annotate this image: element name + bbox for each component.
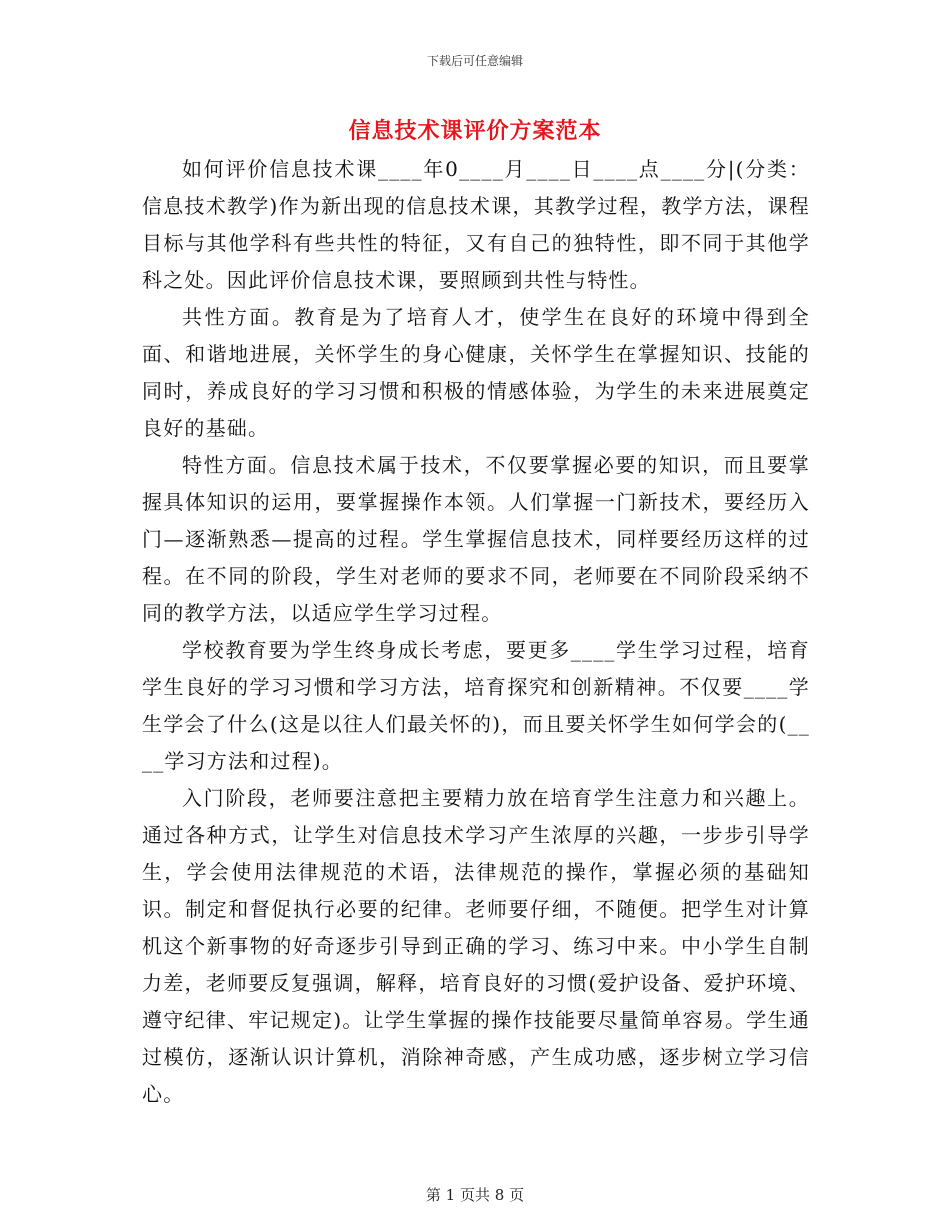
paragraph-commonality: 共性方面。教育是为了培育人才，使学生在良好的环境中得到全面、和谐地进展，关怀学生的身心健康，关怀学生在掌握知识、技能的同时，养成良好的学习习惯和积极的情感体验，为学生的未来进展奠定良好的基础。 [142, 305, 810, 440]
paragraph-specificity: 特性方面。信息技术属于技术，不仅要掌握必要的知识，而且要掌握具体知识的运用，要掌握操作本领。人们掌握一门新技术，要经历入门—逐渐熟悉—提高的过程。学生掌握信息技术，同样要经历这样的过程。在不同的阶段，学生对老师的要求不同，老师要在不同阶段采纳不同的教学方法，以适应学生学习过程。 [142, 453, 810, 625]
paragraph-school-education: 学校教育要为学生终身成长考虑，要更多____学生学习过程，培育学生良好的学习习惯和学习方法，培育探究和创新精神。不仅要____学生学会了什么(这是以往人们最关怀的)，而且要关怀学生如何学会的(____学习方法和过程)。 [142, 638, 810, 773]
document-title: 信息技术课评价方案范本 [348, 118, 602, 144]
page-number: 第 1 页共 8 页 [425, 1186, 525, 1204]
header-note: 下载后可任意编辑 [426, 54, 523, 68]
paragraph-entry-stage: 入门阶段，老师要注意把主要精力放在培育学生注意力和兴趣上。通过各种方式，让学生对信息技术学习产生浓厚的兴趣，一步步引导学生，学会使用法律规范的术语，法律规范的操作，掌握必须的基础知识。制定和督促执行必要的纪律。老师要仔细，不随便。把学生对计算机这个新事物的好奇逐步引导到正确的学习、练习中来。中小学生自制力差，老师要反复强调，解释，培育良好的习惯(爱护设备、爱护环境、遵守纪律、牢记规定)。让学生掌握的操作技能要尽量简单容易。学生通过模仿，逐渐认识计算机，消除神奇感，产生成功感，逐步树立学习信心。 [142, 786, 810, 1106]
paragraph-intro: 如何评价信息技术课____年0____月____日____点____分|(分类：信息技术教学)作为新出现的信息技术课，其教学过程，教学方法，课程目标与其他学科有些共性的特征，又有自己的独特性，即不同于其他学科之处。因此评价信息技术课，要照顾到共性与特性。 [142, 157, 810, 292]
document-body [142, 151, 810, 1113]
